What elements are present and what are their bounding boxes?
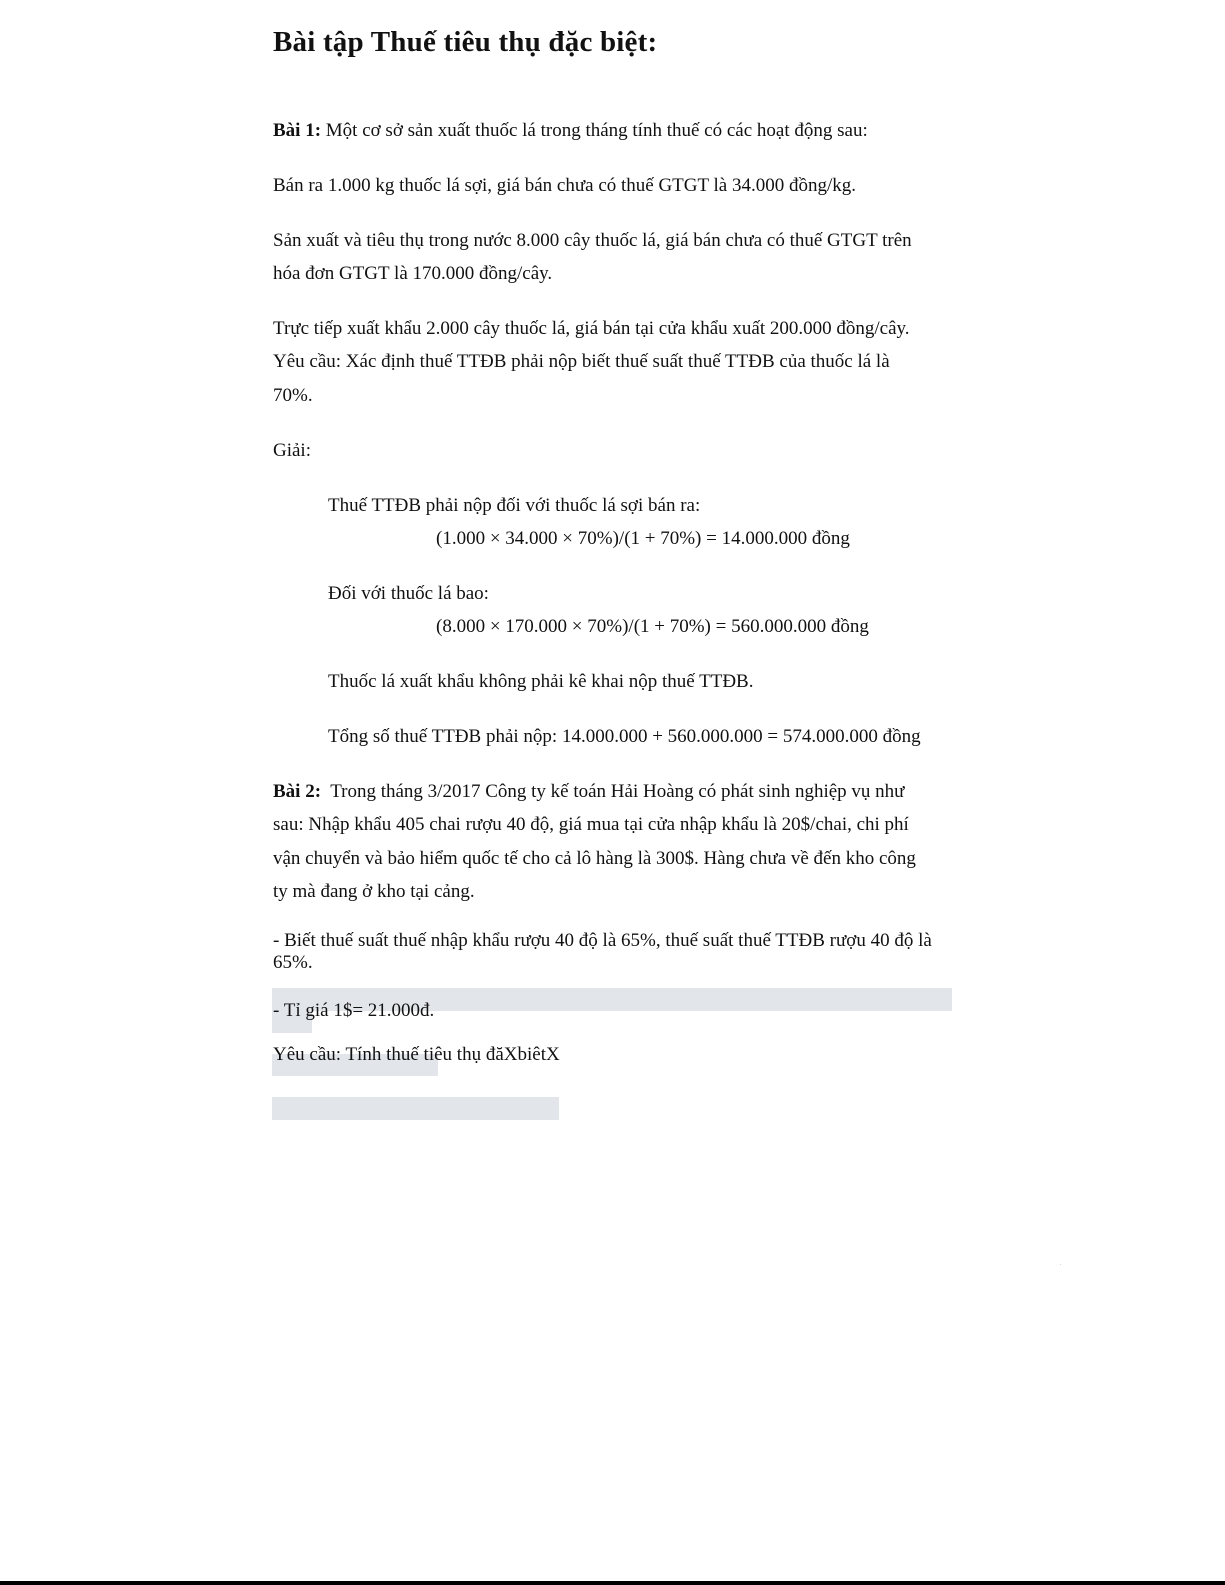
solution-total: Tổng số thuế TTĐB phải nộp: 14.000.000 + 560.000.000 = 574.000.000 đồng bbox=[328, 726, 921, 747]
solution-2-formula: (8.000 × 170.000 × 70%)/(1 + 70%) = 560.000.000 đồng bbox=[436, 616, 869, 637]
exercise-1-intro bbox=[273, 114, 868, 147]
page-bottom-edge bbox=[0, 1581, 1225, 1585]
exercise-2-line-2: sau: Nhập khẩu 405 chai rượu 40 độ, giá mua tại cửa nhập khẩu là 20$/chai, chi phí bbox=[273, 814, 909, 835]
exercise-2-line-4: ty mà đang ở kho tại cảng. bbox=[273, 881, 475, 902]
exercise-2-line-1-text: Trong tháng 3/2017 Công ty kế toán Hải Hoàng có phát sinh nghiệp vụ như bbox=[321, 781, 905, 802]
exercise-1-intro-text: Một cơ sở sản xuất thuốc lá trong tháng tính thuế có các hoạt động sau: bbox=[321, 120, 868, 141]
exercise-1-item-2-line-2: hóa đơn GTGT là 170.000 đồng/cây. bbox=[273, 263, 553, 284]
solution-3: Thuốc lá xuất khẩu không phải kê khai nộp thuế TTĐB. bbox=[328, 671, 754, 692]
exercise-1-label: Bài 1: bbox=[273, 120, 322, 141]
exercise-1-requirement-line-1: Yêu cầu: Xác định thuế TTĐB phải nộp biết thuế suất thuế TTĐB của thuốc lá là bbox=[273, 351, 890, 372]
page-title: Bài tập Thuế tiêu thụ đặc biệt: bbox=[273, 26, 658, 58]
solution-label: Giải: bbox=[273, 440, 311, 461]
exercise-1-item-2-line-1: Sản xuất và tiêu thụ trong nước 8.000 cây thuốc lá, giá bán chưa có thuế GTGT trên bbox=[273, 230, 912, 251]
exercise-2-line-3: vận chuyển và bảo hiểm quốc tế cho cả lô hàng là 300$. Hàng chưa về đến kho công bbox=[273, 848, 916, 869]
exercise-1-requirement-line-2: 70%. bbox=[273, 385, 313, 406]
exercise-2-note-1-line-1: - Biết thuế suất thuế nhập khẩu rượu 40 độ là 65%, thuế suất thuế TTĐB rượu 40 độ là bbox=[273, 930, 932, 951]
solution-1-formula: (1.000 × 34.000 × 70%)/(1 + 70%) = 14.000.000 đồng bbox=[436, 528, 850, 549]
exercise-2-note-2: - Tỉ giá 1$= 21.000đ. bbox=[273, 1000, 435, 1021]
solution-1-label: Thuế TTĐB phải nộp đối với thuốc lá sợi bán ra: bbox=[328, 495, 701, 516]
exercise-1-item-1: Bán ra 1.000 kg thuốc lá sợi, giá bán chưa có thuế GTGT là 34.000 đồng/kg. bbox=[273, 175, 857, 196]
exercise-2-label: Bài 2: bbox=[273, 781, 322, 802]
highlight-band bbox=[272, 1097, 559, 1120]
exercise-1-item-3: Trực tiếp xuất khẩu 2.000 cây thuốc lá, giá bán tại cửa khẩu xuất 200.000 đồng/cây. bbox=[273, 318, 910, 339]
scan-speck bbox=[1060, 1264, 1061, 1265]
solution-2-label: Đối với thuốc lá bao: bbox=[328, 583, 489, 604]
exercise-2-note-1-line-2: 65%. bbox=[273, 952, 313, 973]
exercise-2-requirement: Yêu cầu: Tính thuế tiêu thụ đăXbiêtX bbox=[273, 1044, 560, 1065]
exercise-2-line-1 bbox=[273, 775, 904, 808]
